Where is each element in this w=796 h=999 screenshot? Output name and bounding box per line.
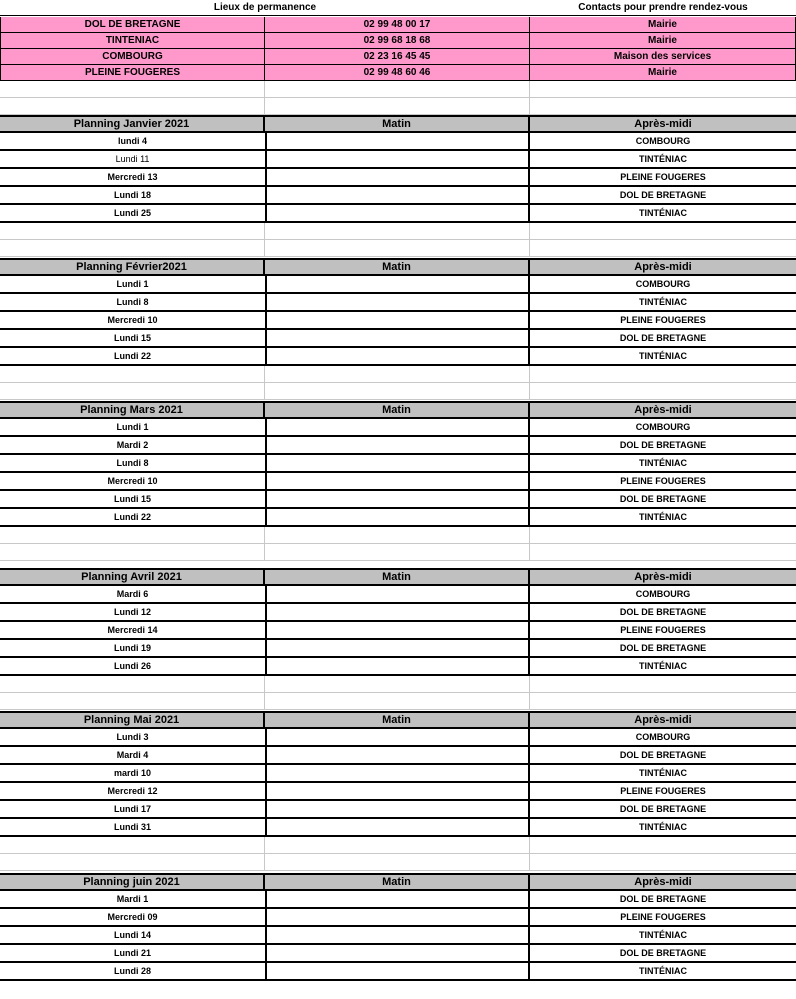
planning-apres-midi: TINTÉNIAC — [639, 208, 687, 218]
planning-matin — [265, 622, 530, 638]
planning-row — [0, 658, 796, 676]
blank-cell — [265, 240, 530, 256]
month-header-row — [0, 115, 796, 133]
blank-cell — [0, 527, 265, 543]
planning-day: Mercredi 14 — [107, 625, 158, 635]
blank-cell — [0, 676, 265, 692]
month-title: Planning Mai 2021 — [0, 713, 265, 727]
planning-apres-midi: PLEINE FOUGERES — [620, 172, 706, 182]
planning-row — [0, 205, 796, 223]
planning-apres-midi: DOL DE BRETAGNE — [619, 494, 707, 504]
planning-matin — [265, 586, 530, 602]
blank-cell — [0, 240, 265, 256]
planning-row — [0, 963, 796, 981]
planning-row — [0, 169, 796, 187]
matin-header: Matin — [265, 570, 530, 584]
blank-cell — [0, 81, 265, 97]
planning-row — [0, 491, 796, 509]
blank-cell — [265, 223, 530, 239]
contact-phone: 02 23 16 45 45 — [265, 49, 530, 64]
planning-apres-midi: COMBOURG — [635, 732, 691, 742]
planning-day: Lundi 22 — [113, 351, 151, 361]
planning-matin — [265, 491, 530, 507]
planning-apres-midi: DOL DE BRETAGNE — [619, 948, 707, 958]
planning-apres-midi: COMBOURG — [635, 136, 691, 146]
planning-row — [0, 294, 796, 312]
planning-matin — [265, 927, 530, 943]
blank-row — [0, 854, 796, 871]
planning-day: Lundi 8 — [116, 458, 149, 468]
month-header-row — [0, 401, 796, 419]
contact-type: Mairie — [530, 17, 796, 32]
planning-day: Lundi 21 — [113, 948, 151, 958]
blank-row — [0, 240, 796, 257]
month-title: Planning Mars 2021 — [0, 403, 265, 417]
planning-row — [0, 909, 796, 927]
planning-day: Lundi 8 — [116, 297, 149, 307]
planning-apres-midi: TINTÉNIAC — [639, 822, 687, 832]
planning-row — [0, 747, 796, 765]
planning-day: Lundi 3 — [116, 732, 149, 742]
contact-row — [0, 65, 796, 81]
blank-cell — [530, 98, 796, 114]
blank-cell — [265, 544, 530, 560]
contact-phone: 02 99 68 18 68 — [265, 33, 530, 48]
planning-apres-midi: DOL DE BRETAGNE — [619, 804, 707, 814]
matin-header: Matin — [265, 260, 530, 274]
planning-matin — [265, 909, 530, 925]
planning-day: Mardi 1 — [116, 894, 149, 904]
planning-row — [0, 419, 796, 437]
planning-matin — [265, 437, 530, 453]
planning-row — [0, 945, 796, 963]
planning-apres-midi: PLEINE FOUGERES — [620, 315, 706, 325]
blank-row — [0, 366, 796, 383]
planning-day: Lundi 25 — [113, 208, 151, 218]
planning-apres-midi: COMBOURG — [635, 279, 691, 289]
planning-row — [0, 622, 796, 640]
matin-header: Matin — [265, 875, 530, 889]
planning-matin — [265, 819, 530, 835]
blank-cell — [530, 527, 796, 543]
blank-cell — [530, 693, 796, 709]
contact-type: Mairie — [530, 33, 796, 48]
blank-cell — [530, 240, 796, 256]
planning-row — [0, 455, 796, 473]
planning-matin — [265, 294, 530, 310]
planning-matin — [265, 801, 530, 817]
planning-matin — [265, 747, 530, 763]
planning-row — [0, 348, 796, 366]
planning-apres-midi: PLEINE FOUGERES — [620, 912, 706, 922]
planning-row — [0, 509, 796, 527]
planning-day: Mardi 6 — [116, 589, 149, 599]
month-title: Planning Février2021 — [0, 260, 265, 274]
blank-cell — [0, 98, 265, 114]
month-header-row — [0, 873, 796, 891]
planning-row — [0, 586, 796, 604]
planning-row — [0, 133, 796, 151]
contacts-header-row — [0, 0, 796, 16]
planning-day: Lundi 18 — [113, 190, 151, 200]
blank-cell — [530, 544, 796, 560]
blank-cell — [0, 544, 265, 560]
planning-day: lundi 4 — [118, 136, 147, 146]
contact-phone: 02 99 48 00 17 — [265, 17, 530, 32]
blank-cell — [0, 383, 265, 399]
blank-cell — [530, 854, 796, 870]
apres-midi-header: Après-midi — [634, 571, 692, 583]
contact-row — [0, 17, 796, 33]
planning-row — [0, 765, 796, 783]
planning-day: Mercredi 10 — [107, 476, 158, 486]
planning-day: Mercredi 09 — [107, 912, 158, 922]
planning-apres-midi: DOL DE BRETAGNE — [619, 333, 707, 343]
planning-apres-midi: TINTÉNIAC — [639, 154, 687, 164]
planning-day: Lundi 15 — [113, 333, 151, 343]
planning-day: Lundi 31 — [113, 822, 151, 832]
contact-phone: 02 99 48 60 46 — [265, 65, 530, 80]
planning-row — [0, 891, 796, 909]
matin-header: Matin — [265, 117, 530, 131]
contact-place: COMBOURG — [0, 49, 265, 64]
planning-day: Mardi 2 — [116, 440, 149, 450]
planning-row — [0, 640, 796, 658]
blank-row — [0, 837, 796, 854]
blank-cell — [265, 98, 530, 114]
apres-midi-header: Après-midi — [634, 876, 692, 888]
planning-matin — [265, 640, 530, 656]
planning-day: mardi 10 — [113, 768, 152, 778]
planning-day: Lundi 22 — [113, 512, 151, 522]
planning-matin — [265, 205, 530, 221]
blank-row — [0, 98, 796, 115]
planning-day: Lundi 14 — [113, 930, 151, 940]
contact-type: Mairie — [530, 65, 796, 80]
planning-apres-midi: TINTÉNIAC — [639, 966, 687, 976]
planning-apres-midi: TINTÉNIAC — [639, 661, 687, 671]
blank-cell — [0, 223, 265, 239]
planning-apres-midi: DOL DE BRETAGNE — [619, 750, 707, 760]
planning-row — [0, 729, 796, 747]
planning-matin — [265, 783, 530, 799]
planning-matin — [265, 658, 530, 674]
apres-midi-header: Après-midi — [634, 261, 692, 273]
blank-cell — [530, 676, 796, 692]
planning-matin — [265, 765, 530, 781]
blank-cell — [265, 527, 530, 543]
blank-row — [0, 383, 796, 400]
planning-matin — [265, 473, 530, 489]
planning-row — [0, 151, 796, 169]
planning-matin — [265, 455, 530, 471]
matin-header: Matin — [265, 713, 530, 727]
blank-cell — [265, 693, 530, 709]
apres-midi-header: Après-midi — [634, 404, 692, 416]
planning-day: Lundi 19 — [113, 643, 151, 653]
planning-matin — [265, 312, 530, 328]
planning-apres-midi: TINTÉNIAC — [639, 512, 687, 522]
planning-day: Lundi 28 — [113, 966, 151, 976]
matin-header: Matin — [265, 403, 530, 417]
blank-row — [0, 81, 796, 98]
planning-row — [0, 927, 796, 945]
planning-matin — [265, 187, 530, 203]
blank-cell — [265, 854, 530, 870]
planning-matin — [265, 729, 530, 745]
planning-day: Lundi 12 — [113, 607, 151, 617]
blank-cell — [0, 366, 265, 382]
planning-apres-midi: DOL DE BRETAGNE — [619, 190, 707, 200]
month-header-row — [0, 258, 796, 276]
blank-cell — [0, 854, 265, 870]
header-contacts: Contacts pour prendre rendez-vous — [578, 2, 748, 13]
planning-day: Lundi 1 — [116, 279, 149, 289]
planning-apres-midi: PLEINE FOUGERES — [620, 786, 706, 796]
planning-day: Mercredi 12 — [107, 786, 158, 796]
blank-row — [0, 676, 796, 693]
planning-apres-midi: TINTÉNIAC — [639, 930, 687, 940]
blank-row — [0, 544, 796, 561]
planning-day: Lundi 15 — [113, 494, 151, 504]
planning-matin — [265, 330, 530, 346]
planning-matin — [265, 509, 530, 525]
planning-row — [0, 801, 796, 819]
planning-day: Lundi 26 — [113, 661, 151, 671]
contact-place: DOL DE BRETAGNE — [0, 17, 265, 32]
blank-cell — [265, 81, 530, 97]
planning-apres-midi: DOL DE BRETAGNE — [619, 440, 707, 450]
planning-matin — [265, 604, 530, 620]
planning-apres-midi: DOL DE BRETAGNE — [619, 607, 707, 617]
contact-row — [0, 49, 796, 65]
apres-midi-header: Après-midi — [634, 118, 692, 130]
planning-matin — [265, 945, 530, 961]
blank-cell — [530, 366, 796, 382]
planning-row — [0, 187, 796, 205]
planning-apres-midi: COMBOURG — [635, 589, 691, 599]
planning-apres-midi: PLEINE FOUGERES — [620, 476, 706, 486]
planning-row — [0, 312, 796, 330]
blank-row — [0, 693, 796, 710]
planning-matin — [265, 151, 530, 167]
planning-row — [0, 330, 796, 348]
blank-row — [0, 223, 796, 240]
blank-row — [0, 527, 796, 544]
blank-cell — [530, 837, 796, 853]
contact-type: Maison des services — [530, 49, 796, 64]
blank-cell — [530, 383, 796, 399]
planning-day: Mercredi 10 — [107, 315, 158, 325]
planning-row — [0, 276, 796, 294]
month-header-row — [0, 711, 796, 729]
planning-day: Mardi 4 — [116, 750, 149, 760]
planning-matin — [265, 963, 530, 979]
planning-day: Lundi 11 — [115, 154, 150, 164]
blank-cell — [265, 837, 530, 853]
blank-cell — [265, 366, 530, 382]
month-title: Planning Avril 2021 — [0, 570, 265, 584]
planning-matin — [265, 891, 530, 907]
planning-day: Mercredi 13 — [107, 172, 158, 182]
planning-row — [0, 783, 796, 801]
blank-cell — [265, 383, 530, 399]
contact-place: TINTENIAC — [0, 33, 265, 48]
blank-cell — [530, 223, 796, 239]
planning-row — [0, 473, 796, 491]
planning-apres-midi: TINTÉNIAC — [639, 768, 687, 778]
planning-row — [0, 437, 796, 455]
planning-row — [0, 604, 796, 622]
planning-apres-midi: DOL DE BRETAGNE — [619, 894, 707, 904]
planning-matin — [265, 133, 530, 149]
planning-apres-midi: COMBOURG — [635, 422, 691, 432]
planning-row — [0, 819, 796, 837]
blank-cell — [265, 676, 530, 692]
contact-place: PLEINE FOUGERES — [0, 65, 265, 80]
contact-row — [0, 33, 796, 49]
planning-apres-midi: TINTÉNIAC — [639, 458, 687, 468]
planning-matin — [265, 419, 530, 435]
header-lieux: Lieux de permanence — [213, 2, 317, 13]
apres-midi-header: Après-midi — [634, 714, 692, 726]
planning-apres-midi: TINTÉNIAC — [639, 351, 687, 361]
planning-apres-midi: TINTÉNIAC — [639, 297, 687, 307]
planning-matin — [265, 348, 530, 364]
planning-matin — [265, 169, 530, 185]
month-header-row — [0, 568, 796, 586]
planning-day: Lundi 1 — [116, 422, 149, 432]
month-title: Planning Janvier 2021 — [0, 117, 265, 131]
blank-cell — [0, 837, 265, 853]
planning-apres-midi: PLEINE FOUGERES — [620, 625, 706, 635]
planning-matin — [265, 276, 530, 292]
planning-day: Lundi 17 — [113, 804, 151, 814]
blank-cell — [530, 81, 796, 97]
month-title: Planning juin 2021 — [0, 875, 265, 889]
planning-apres-midi: DOL DE BRETAGNE — [619, 643, 707, 653]
blank-cell — [0, 693, 265, 709]
